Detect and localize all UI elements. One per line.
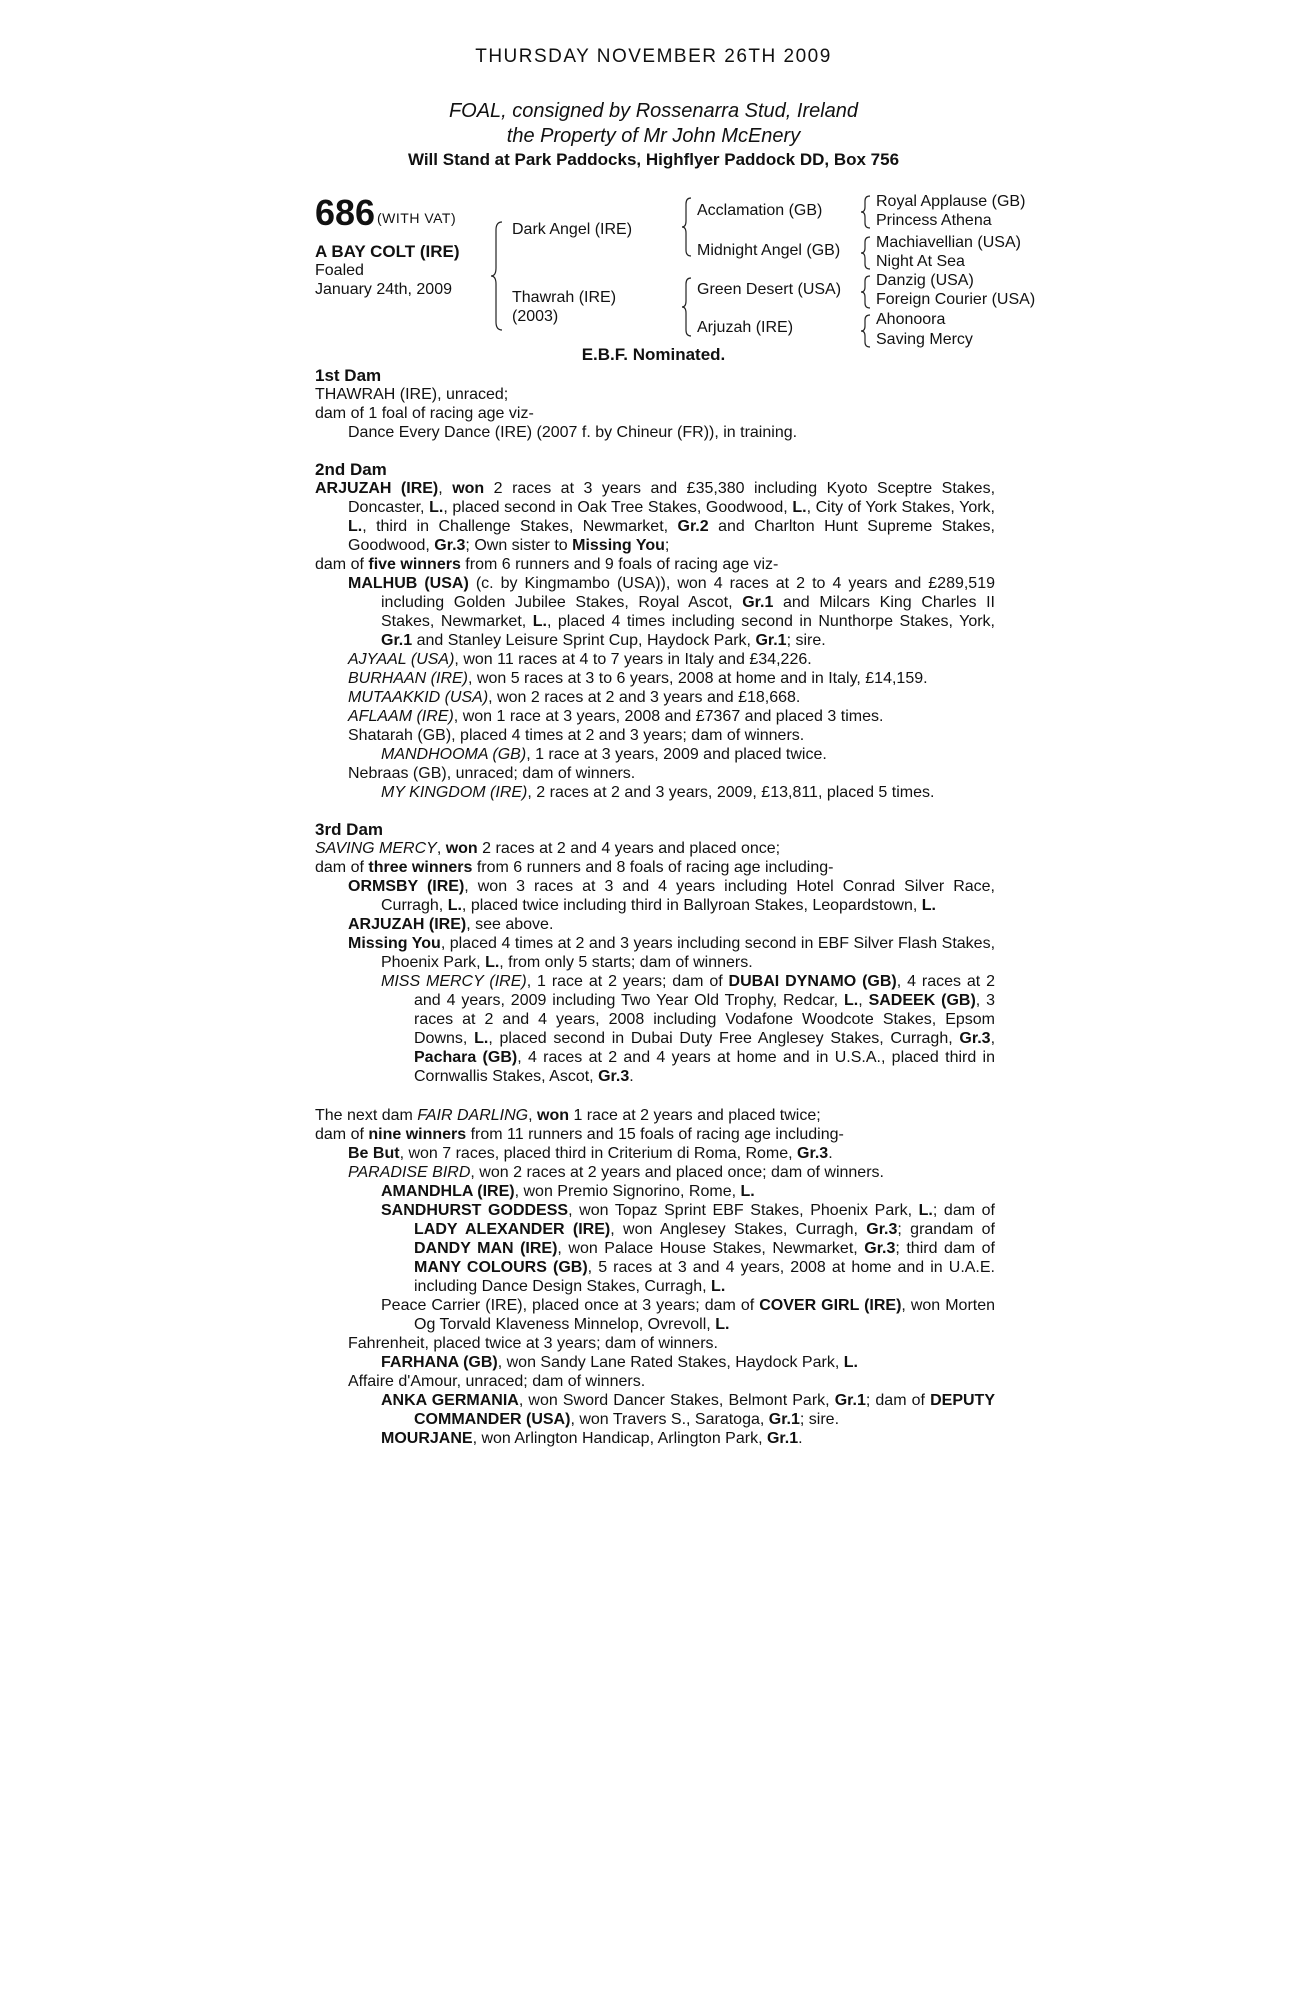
second-dam-nebraas: Nebraas (GB), unraced; dam of winners. (348, 765, 636, 782)
third-dam-miss-mercy: MISS MERCY (IRE), 1 race at 2 years; dam of DUBAI DYNAMO (GB), 4 races at 2 and 4 years, 2009 including Two Year Old Trophy, Redcar, L., SADEEK (GB), 3 races at 2 and 4 years, 2008 including Vodafone Woodcote Stakes, Epsom Downs, L., placed second in Dubai Duty Free Anglesey Stakes, Curragh, Gr.3, Pachara (GB), 4 races at 2 and 4 years at home and in U.S.A., placed third in Cornwallis Stakes, Ascot, Gr.3. (381, 973, 996, 1085)
pedigree-g1: Royal Applause (GB) (876, 193, 1026, 210)
lot-number: 686 (315, 192, 376, 233)
pedigree-g2: Princess Athena (876, 212, 992, 229)
next-dam-sandhurst-goddess: SANDHURST GODDESS, won Topaz Sprint EBF Stakes, Phoenix Park, L.; dam of LADY ALEXANDER (IRE), won Anglesey Stakes, Curragh, Gr.3; grandam of DANDY MAN (IRE), won Palace House Stakes, Newmarket, Gr.3; third dam of MANY COLOURS (GB), 5 races at 3 and 4 years, 2008 at home and in U.A.E. including Dance Design Stakes, Curragh, L. (381, 1202, 996, 1295)
pedigree-brace-g4 (860, 313, 872, 349)
next-dam-affaire-damour: Affaire d'Amour, unraced; dam of winners. (348, 1373, 646, 1390)
pedigree-g8: Saving Mercy (876, 331, 973, 348)
third-dam-summary: dam of three winners from 6 runners and 8 foals of racing age including- (315, 859, 834, 876)
next-dam-summary: dam of nine winners from 11 runners and 15 foals of racing age including- (315, 1126, 844, 1143)
second-dam-burhaan: BURHAAN (IRE), won 5 races at 3 to 6 years, 2008 at home and in Italy, £14,159. (348, 670, 928, 687)
vat-note: (WITH VAT) (377, 210, 457, 226)
third-dam-ormsby: ORMSBY (IRE), won 3 races at 3 and 4 years including Hotel Conrad Silver Race, Curragh, L., placed twice including third in Ballyroan Stakes, Leopardstown, L. (348, 878, 995, 914)
lot-name: A BAY COLT (IRE) (315, 242, 460, 261)
foaled-label: Foaled (315, 262, 364, 279)
third-dam-arjuzah: ARJUZAH (IRE), see above. (348, 916, 554, 933)
second-dam-section (315, 460, 995, 802)
pedigree-dam-year: (2003) (512, 308, 559, 325)
second-dam-malhub: MALHUB (USA) (c. by Kingmambo (USA)), won 4 races at 2 to 4 years and £289,519 including Golden Jubilee Stakes, Royal Ascot, Gr.1 and Milcars King Charles II Stakes, Newmarket, L., placed 4 times including second in Nunthorpe Stakes, York, Gr.1 and Stanley Leisure Sprint Cup, Haydock Park, Gr.1; sire. (348, 575, 996, 649)
third-dam-missing-you: Missing You, placed 4 times at 2 and 3 years including second in EBF Silver Flash Stakes, Phoenix Park, L., from only 5 starts; dam of winners. (348, 935, 996, 971)
third-dam-section (315, 820, 995, 1086)
pedigree-dam: Thawrah (IRE) (512, 289, 617, 306)
pedigree-dam-dam: Arjuzah (IRE) (697, 319, 794, 336)
pedigree-sire-sire: Acclamation (GB) (697, 202, 823, 219)
pedigree-sire-dam: Midnight Angel (GB) (697, 242, 841, 259)
pedigree-g5: Danzig (USA) (876, 272, 974, 289)
first-dam-section (315, 366, 995, 442)
third-dam-saving-mercy: SAVING MERCY, won 2 races at 2 and 4 years and placed once; (315, 840, 781, 857)
next-dam-paradise-bird: PARADISE BIRD, won 2 races at 2 years and placed once; dam of winners. (348, 1164, 884, 1181)
second-dam-mutaakkid: MUTAAKKID (USA), won 2 races at 2 and 3 years and £18,668. (348, 689, 801, 706)
second-dam-summary: dam of five winners from 6 runners and 9 foals of racing age viz- (315, 556, 779, 573)
next-dam-section (315, 1106, 995, 1448)
pedigree-dam-sire: Green Desert (USA) (697, 281, 842, 298)
pedigree-g3: Machiavellian (USA) (876, 234, 1021, 251)
second-dam-my-kingdom: MY KINGDOM (IRE), 2 races at 2 and 3 years, 2009, £13,811, placed 5 times. (381, 784, 935, 801)
pedigree-brace-dam (681, 276, 693, 338)
second-dam-arjuzah: ARJUZAH (IRE), won 2 races at 3 years and £35,380 including Kyoto Sceptre Stakes, Doncaster, L., placed second in Oak Tree Stakes, Goodwood, L., City of York Stakes, York, L., third in Challenge Stakes, Newmarket, Gr.2 and Charlton Hunt Supreme Stakes, Goodwood, Gr.3; Own sister to Missing You; (315, 480, 996, 554)
pedigree-brace-main (490, 220, 504, 332)
next-dam-be-but: Be But, won 7 races, placed third in Criterium di Roma, Rome, Gr.3. (348, 1145, 833, 1162)
property-line: the Property of Mr John McEnery (506, 125, 801, 147)
foaled-date: January 24th, 2009 (315, 281, 452, 298)
pedigree-sire: Dark Angel (IRE) (512, 221, 633, 238)
second-dam-aflaam: AFLAAM (IRE), won 1 race at 3 years, 2008 and £7367 and placed 3 times. (348, 708, 884, 725)
pedigree-g7: Ahonoora (876, 311, 946, 328)
next-dam-mourjane: MOURJANE, won Arlington Handicap, Arlington Park, Gr.1. (381, 1430, 803, 1447)
second-dam-heading: 2nd Dam (315, 460, 387, 479)
pedigree-brace-g3 (860, 274, 872, 310)
pedigree-g6: Foreign Courier (USA) (876, 291, 1036, 308)
third-dam-heading: 3rd Dam (315, 820, 384, 839)
sale-date: THURSDAY NOVEMBER 26TH 2009 (475, 46, 832, 67)
next-dam-peace-carrier: Peace Carrier (IRE), placed once at 3 years; dam of COVER GIRL (IRE), won Morten Og Torvald Klaveness Minnelop, Ovrevoll, L. (381, 1297, 996, 1333)
second-dam-mandhooma: MANDHOOMA (GB), 1 race at 3 years, 2009 and placed twice. (381, 746, 827, 763)
first-dam-heading: 1st Dam (315, 366, 382, 385)
pedigree-g4: Night At Sea (876, 253, 965, 270)
next-dam-fair-darling: The next dam FAIR DARLING, won 1 race at 2 years and placed twice; (315, 1107, 821, 1124)
second-dam-ajyaal: AJYAAL (USA), won 11 races at 4 to 7 years in Italy and £34,226. (348, 651, 812, 668)
next-dam-amandhla: AMANDHLA (IRE), won Premio Signorino, Rome, L. (381, 1183, 755, 1200)
next-dam-anka-germania: ANKA GERMANIA, won Sword Dancer Stakes, Belmont Park, Gr.1; dam of DEPUTY COMMANDER (USA), won Travers S., Saratoga, Gr.1; sire. (381, 1392, 995, 1428)
first-dam-line3: Dance Every Dance (IRE) (2007 f. by Chineur (FR)), in training. (348, 424, 798, 441)
second-dam-shatarah: Shatarah (GB), placed 4 times at 2 and 3 years; dam of winners. (348, 727, 805, 744)
stand-line: Will Stand at Park Paddocks, Highflyer Paddock DD, Box 756 (407, 150, 900, 169)
pedigree-brace-g1 (860, 194, 872, 230)
next-dam-fahrenheit: Fahrenheit, placed twice at 3 years; dam of winners. (348, 1335, 718, 1352)
ebf-nominated: E.B.F. Nominated. (581, 345, 726, 364)
pedigree-brace-g2 (860, 235, 872, 271)
next-dam-farhana: FARHANA (GB), won Sandy Lane Rated Stakes, Haydock Park, L. (381, 1354, 858, 1371)
consignor-line: FOAL, consigned by Rossenarra Stud, Ireland (448, 100, 859, 122)
first-dam-line2: dam of 1 foal of racing age viz- (315, 405, 534, 422)
first-dam-line1: THAWRAH (IRE), unraced; (315, 386, 509, 403)
pedigree-brace-sire (681, 196, 693, 258)
